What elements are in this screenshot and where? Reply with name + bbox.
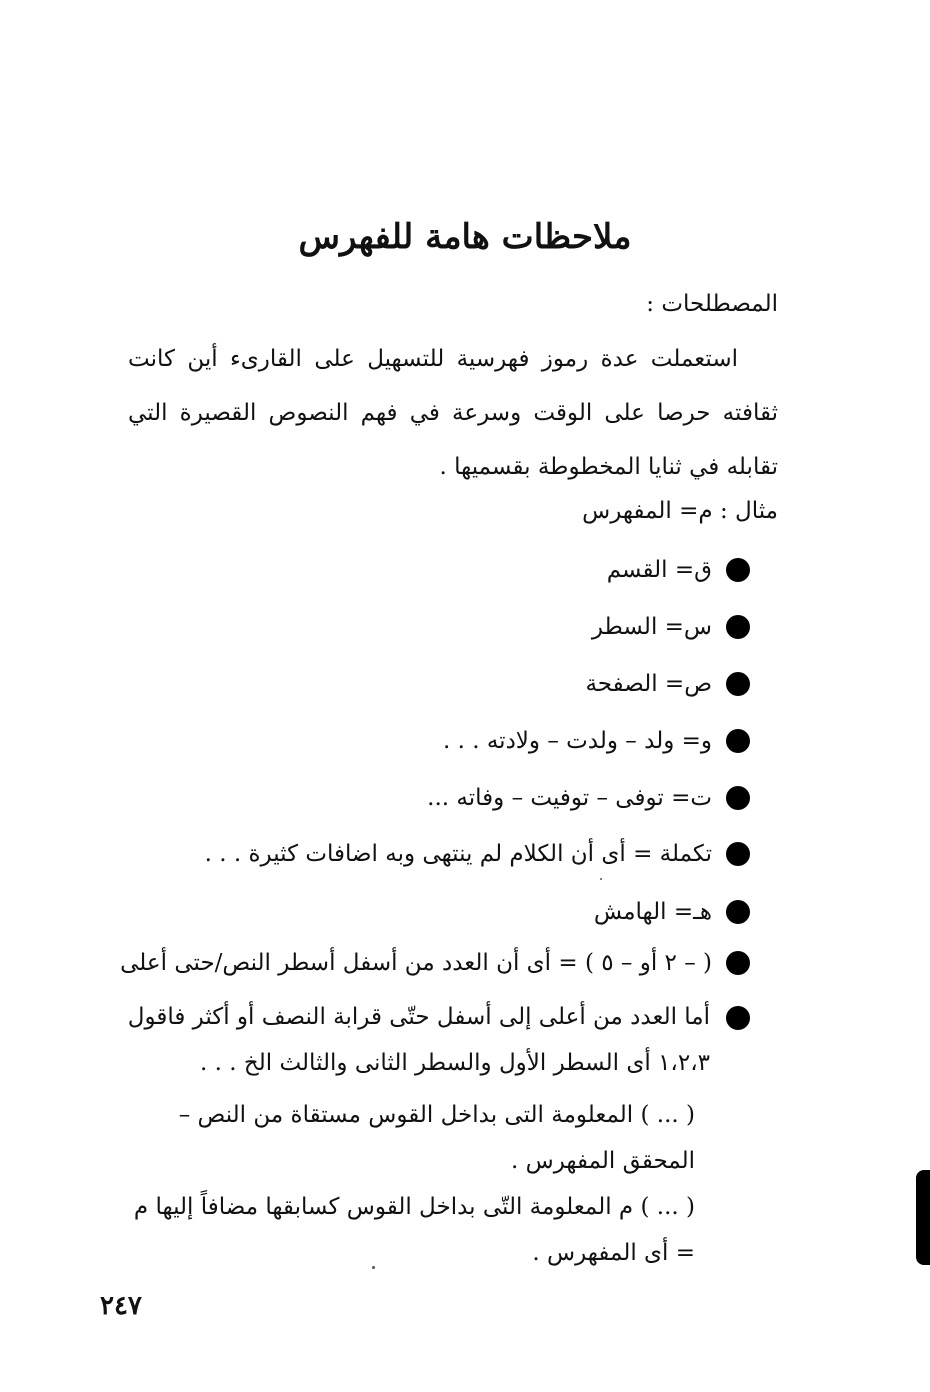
list-item bbox=[585, 664, 750, 704]
list-item bbox=[607, 550, 750, 590]
list-item-text: أما العدد من أعلى إلى أسفل حتّى قرابة النصف أو أكثر فاقول ١،٢،٣ أى السطر الأول والسطر الثانى والثالث الخ . . . bbox=[127, 1004, 710, 1076]
bullet-icon bbox=[726, 1006, 750, 1030]
bullet-icon bbox=[726, 558, 750, 582]
terms-heading: المصطلحات : bbox=[646, 291, 778, 317]
page-title: ملاحظات هامة للفهرس bbox=[298, 217, 632, 257]
list-item-text: و= ولد – ولدت – ولادته . . . bbox=[442, 728, 712, 754]
bullet-icon bbox=[726, 615, 750, 639]
list-item-text: هـ= الهامش bbox=[593, 899, 712, 925]
note-paragraph: ( ... ) م المعلومة التّى بداخل القوس كسابقها مضافاً إليها م = أى المفهرس . bbox=[133, 1194, 695, 1266]
scan-speck bbox=[372, 1266, 375, 1269]
list-item-text: س= السطر bbox=[591, 614, 712, 640]
list-item-text: ت= توفى – توفيت – وفاته ... bbox=[427, 785, 712, 811]
list-item-text: ( – ٢ أو – ٥ ) = أى أن العدد من أسفل أسطر النص/حتى أعلى bbox=[120, 950, 712, 976]
list-item bbox=[592, 607, 750, 647]
scan-speck bbox=[600, 878, 602, 880]
example-line: مثال : م= المفهرس bbox=[582, 498, 778, 524]
page-number: ٢٤٧ bbox=[100, 1291, 142, 1321]
bullet-icon bbox=[726, 900, 750, 924]
bullet-icon bbox=[726, 729, 750, 753]
intro-paragraph: استعملت عدة رموز فهرسية للتسهيل على القارىء أين كانت ثقافته حرصا على الوقت وسرعة في فهم النصوص القصيرة التي تقابله في ثنايا المخطوطة بقسميها . bbox=[128, 346, 778, 480]
list-item bbox=[120, 994, 750, 1086]
bullet-icon bbox=[726, 842, 750, 866]
list-item bbox=[205, 834, 750, 874]
list-item bbox=[594, 892, 750, 932]
note-paragraph: ( ... ) المعلومة التى بداخل القوس مستقاة من النص – المحقق المفهرس . bbox=[178, 1102, 695, 1174]
list-item-text: ص= الصفحة bbox=[585, 671, 712, 697]
scan-edge-mark bbox=[916, 1170, 930, 1265]
bullet-icon bbox=[726, 672, 750, 696]
list-item bbox=[443, 721, 750, 761]
list-item bbox=[427, 778, 750, 818]
list-item-text: تكملة = أى أن الكلام لم ينتهى وبه اضافات كثيرة . . . bbox=[204, 841, 712, 867]
bullet-icon bbox=[726, 951, 750, 975]
list-item-text: ق= القسم bbox=[606, 557, 712, 583]
list-item bbox=[120, 943, 750, 983]
bullet-icon bbox=[726, 786, 750, 810]
